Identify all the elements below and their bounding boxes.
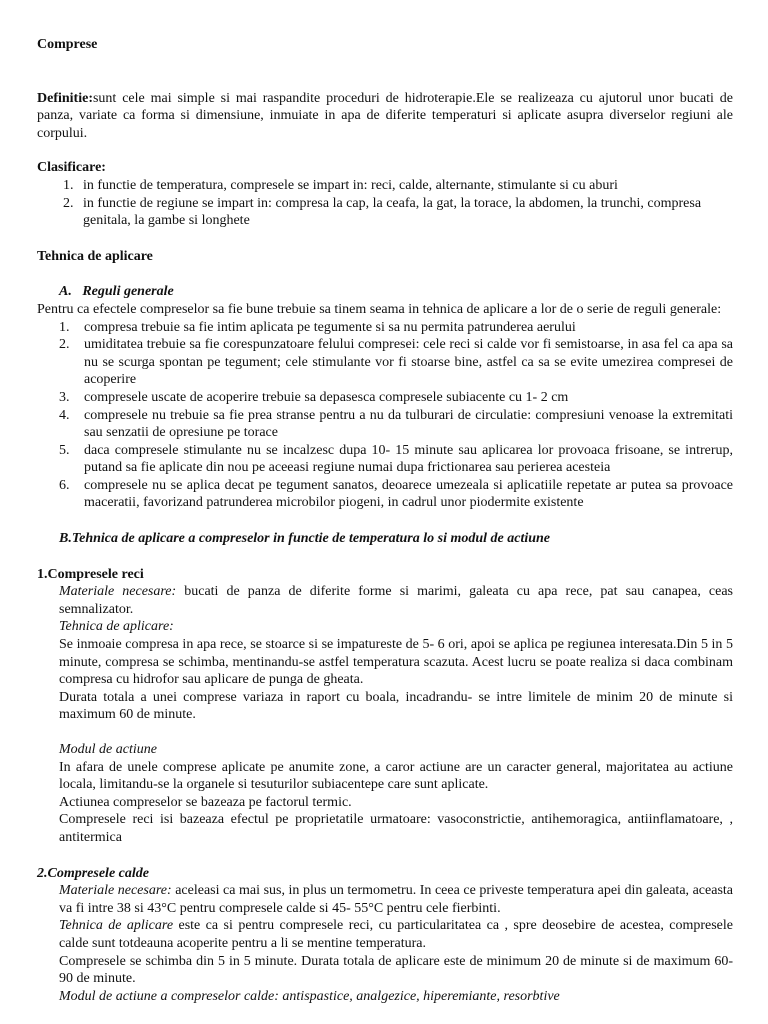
rules-intro: Pentru ca efectele compreselor sa fie bune trebuie sa tinem seama in tehnica de aplicare a lor de o serie de reguli generale: [37, 301, 722, 317]
technique-heading: Tehnica de aplicare [37, 248, 153, 264]
definition-label: Definitie: [37, 90, 93, 106]
definition-text: sunt cele mai simple si mai raspandite proceduri de hidroterapie.Ele se realizeaza cu ajutorul unor bucati de panza, variate ca forma si dimensiune, inmuiate in apa de diferite temperaturi si aplicate asupra diverselor regiuni ale corpului. [37, 90, 733, 141]
cold-effects: Compresele reci isi bazeaza efectul pe proprietatile urmatoare: vasoconstrictie, antihemoragica, antiinflamatoare, , antitermica [59, 812, 733, 845]
warm-duration: Compresele se schimba din 5 in 5 minute. Durata totala de aplicare este de minimum 20 de minute si de maximum 60- 90 de minute. [59, 953, 733, 987]
cold-duration: Durata totala a unei comprese variaza in raport cu boala, incadrandu- se intre limitele de minim 20 de minute si maximum 60 de minute. [59, 689, 733, 723]
classification-list [37, 177, 733, 230]
warm-heading: 2.Compresele calde [37, 865, 149, 881]
list-item: 3. compresele uscate de acoperire trebuie sa depasesca compresele subiacente cu 1- 2 cm [59, 389, 569, 405]
cold-tech-text: Se inmoaie compresa in apa rece, se stoarce si se impatureste de 5- 6 ori, apoi se aplica pe regiunea interesata.Din 5 in 5 minute, compresa se schimba, mentinandu-se astfel temperatura scazuta. Acest lucru se poate realiza si daca combinam compresa cu hidrofor sau aplicare de punga de gheata. [59, 637, 733, 688]
rules-subheading: A. Reguli generale [59, 284, 174, 300]
document-page [37, 36, 733, 1005]
list-item: 5. daca compresele stimulante nu se incalzesc dupa 10- 15 minute sau aplicarea lor provoaca frisoane, se intrerup, putand sa fie aplicate din nou pe aceeasi regiune numai dupa frictionarea sau perierea acesteia [59, 442, 733, 476]
list-item: 1. compresa trebuie sa fie intim aplicata pe tegumente si sa nu permita patrunderea aerului [59, 319, 576, 335]
cold-action-text: In afara de unele comprese aplicate pe anumite zone, a caror actiune are un caracter general, majoritatea au actiune locala, limitandu-se la organele si tesuturilor subiacentepe care sunt aplicate. [59, 759, 733, 793]
technique-b-heading: B.Tehnica de aplicare a compreselor in functie de temperatura lo si modul de actiune [59, 531, 551, 547]
list-item: 4. compresele nu trebuie sa fie prea stranse pentru a nu da tulburari de circulatie: compresiuni venoase la extremitati sau senzatii de opresiune pe torace [59, 407, 733, 441]
list-item: 6. compresele nu se aplica decat pe tegument sanatos, deoarece umezeala si aplicatiile repetate ar putea sa provoace maceratii, favorizand patrunderea microbilor piogeni, in cadrul unor piodermite existente [59, 477, 733, 511]
warm-action-partial: Modul de actiune a compreselor calde: antispastice, analgezice, hiperemiante, resorbtive [59, 988, 560, 1004]
cold-tech-label: Tehnica de aplicare: [59, 619, 174, 635]
warm-materials: Materiale necesare: aceleasi ca mai sus, in plus un termometru. In ceea ce priveste temperatura apei din galeata, aceasta va fi intre 38 si 43°C pentru compresele calde si 45- 55°C pentru cele fierbinti. [59, 883, 733, 916]
warm-section [37, 882, 733, 1005]
cold-section [37, 583, 733, 846]
list-item: 2. in functie de regiune se impart in: compresa la cap, la ceafa, la gat, la torace, la abdomen, la trunchi, compresa genitala, la gambe si longhete [63, 195, 702, 229]
cold-materials: Materiale necesare: bucati de panza de diferite forme si marimi, galeata cu apa rece, pat sau canapea, ceas semnalizator. [59, 584, 734, 617]
definition-paragraph [37, 90, 733, 143]
list-item: 1. in functie de temperatura, compresele se impart in: reci, calde, alternante, stimulante si cu aburi [63, 177, 618, 193]
warm-tech: Tehnica de aplicare este ca si pentru compresele reci, cu particularitatea ca , spre deosebire de acestea, compresele calde sunt totdeauna acoperite pentru a li se mentine temperatura. [59, 918, 733, 951]
list-item: 2. umiditatea trebuie sa fie corespunzatoare felului compresei: cele reci si calde vor fi semistoarse, in asa fel ca apa sa nu se scurga spontan pe tegument; cele stimulante vor fi stoarse bine, astfel ca sa se evite umezirea compresei de acoperire [59, 337, 733, 388]
classification-heading: Clasificare: [37, 160, 106, 176]
cold-heading: 1.Compresele reci [37, 566, 144, 582]
cold-action-label: Modul de actiune [59, 742, 157, 757]
document-title: Comprese [37, 37, 98, 52]
cold-action-text-2: Actiunea compreselor se bazeaza pe factorul termic. [59, 794, 352, 810]
rules-list [37, 319, 733, 513]
